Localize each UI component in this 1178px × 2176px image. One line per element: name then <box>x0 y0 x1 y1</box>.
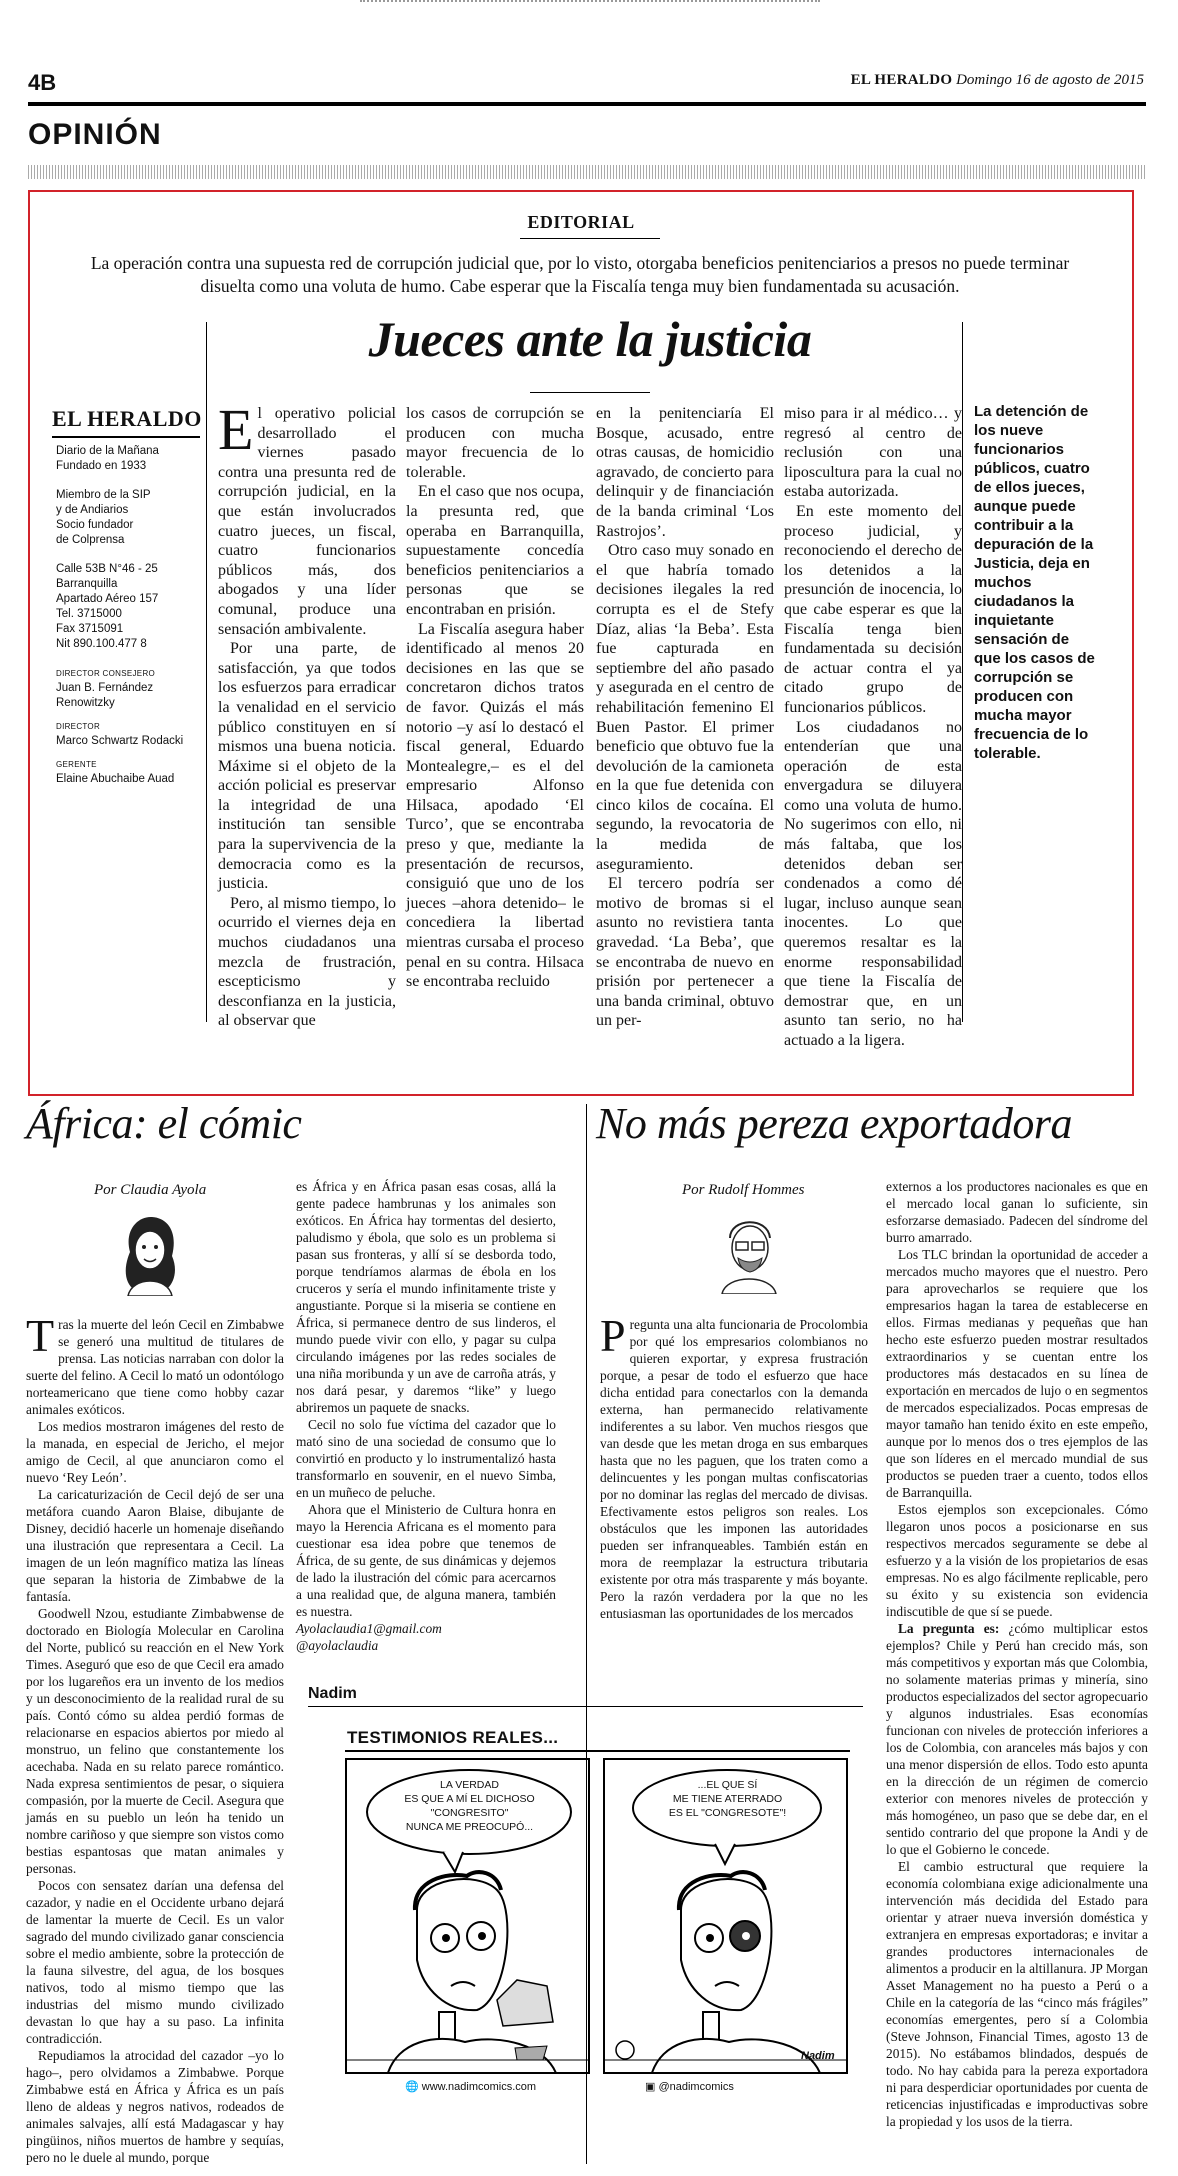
paragraph: Cecil no solo fue víctima del cazador que lo mató sino de una sociedad de consumo que lo convirtió en producto y lo instrumentalizó hasta transformarlo en souvenir, en el nuevo Simba, en un muñeco de peluche. <box>296 1417 556 1500</box>
paragraph: ras la muerte del león Cecil en Zimbabwe se generó una multitud de titulares de prensa. Las noticias narraban con dolor la suerte del felino. A Cecil lo mató un odontólogo norteamericano que tiene como hobby cazar animales exóticos. <box>26 1317 284 1417</box>
staff-line: Socio fundador <box>56 519 134 531</box>
paragraph: El tercero podría ser motivo de bromas si el asunto no revistiera tanta gravedad. ‘La Beba’, que se encontraba de nuevo en prisión por pertenecer a una banda criminal, obtuvo un per- <box>596 875 774 1030</box>
address-line: Fax 3715091 <box>56 623 124 635</box>
newspaper-name: EL HERALDO <box>850 72 953 88</box>
paragraph: Los TLC brindan la oportunidad de acceder a mercados mucho mayores que el nuestro. Pero para aprovecharlos se requiere que los empresarios hagan la tarea de establecerse en ellos. Firmas medianas y pequeñas que han hecho este esfuerzo pueden mostrar resultados extraordinarios y se cuentan entre los productores más destacados en su línea de exportación en mercados de lujo o en segmentos de mercados especializados. Pocas empresas de mayor tamaño han tenido éxito en este empeño, aunque por lo menos dos o tres ejemplos de las que son líderes en el mercado mundial de sus productos se pueden traer a cuento, todos ellos de Barranquilla. <box>886 1247 1148 1500</box>
drop-cap: P <box>600 1310 626 1361</box>
africa-byline: Por Claudia Ayola <box>94 1182 207 1198</box>
staff-line: Miembro de la SIP <box>56 489 151 501</box>
author-portrait <box>714 1208 784 1294</box>
staff-role: DIRECTOR <box>56 722 101 731</box>
staff-box-title: EL HERALDO <box>52 406 202 431</box>
paragraph: En este momento del proceso judicial, y reconociendo el derecho de los detenidos a la presunción de inocencia, lo que cabe esperar es que la Fiscalía tenga bien fundamentada su decisión de actuar contra el ya citado grupo de funcionarios públicos. <box>784 502 962 716</box>
paragraph: es África y en África pasan esas cosas, allá la gente padece hambrunas y los animales son exóticos. En África hay tormentas del desierto, paludismo y ébola, que solo es un problema si pasan sus fronteras, y allí sí se desborda todo, porque tendríamos alarmas de ébola en los cruceros y sería el mundo infinitamente triste y angustiante. Porque si la miseria se contiene en África, si permanece dentro de sus linderos, el mundo puede vivir con ello, y pagar su culpa circulando imágenes por las redes sociales de una niña moribunda y un ave de carroña atrás, y nos dará pesar, y daremos “like” y luego abriremos un paquete de snacks. <box>296 1179 556 1415</box>
editorial-column-3 <box>596 404 774 1031</box>
cartoon <box>345 1728 850 2098</box>
globe-icon: 🌐 <box>405 2081 419 2093</box>
editorial-summary: La operación contra una supuesta red de corrupción judicial que, por lo visto, otorgaba beneficios penitenciarios a presos no puede terminar disuelta como una voluta de humo. Cabe esperar que la Fiscalía tenga muy bien fundamentada su acusación. <box>90 253 1070 296</box>
paragraph: en la penitenciaría El Bosque, acusado, entre otras causas, de homicidio agravado, de concierto para delinquir y de financiación de la banda criminal ‘Los Rastrojos’. <box>596 405 774 540</box>
staff-line: Fundado en 1933 <box>56 460 147 472</box>
pereza-byline: Por Rudolf Hommes <box>682 1182 805 1198</box>
paragraph: miso para ir al médico… y regresó al centro de reclusión con una liposcultura para la cual no estaba autorizada. <box>784 405 962 501</box>
cartoon-panel-1 <box>345 1758 590 2074</box>
cartoon-label: Nadim <box>308 1685 357 1702</box>
cartoon-panel-2 <box>603 1758 848 2074</box>
portrait-rudolf-icon <box>714 1208 784 1294</box>
paragraph: ¿cómo multiplicar estos ejemplos? Chile y Perú han crecido más, son más competitivos y exportan más que Colombia, no solamente materias primas y minería, sino productos especializados del sector agropecuario y algunos industriales. Esas economías funcionan con niveles de protección inferiores a los de Colombia, con aranceles más bajos y con una menor dispersión de ellos. Todo esto apunta en la dirección de un régimen de comercio exterior con menores niveles de protección y más homogéneo, un paso que se debe dar, en el sentido contrario del que propone la Andi y de lo que el Gobierno le concede. <box>886 1621 1148 1857</box>
paragraph: Repudiamos la atrocidad del cazador –yo lo hago–, pero olvidamos a Zimbabwe. Porque Zimbabwe está en África y África es un país lleno de aldeas y negros nativos, rodeados de animales salvajes, allí está Madagascar y hay pingüinos, niños muertos de hambre y sequías, pero no le duele al mundo, porque <box>26 2048 284 2165</box>
staff-name: Marco Schwartz Rodacki <box>56 735 184 747</box>
paragraph: La caricaturización de Cecil dejó de ser una metáfora cuando Aaron Blaise, dibujante de Disney, decidió hacerle un homenaje diseñando una ilustración que representara a Cecil. La imagen de un león magnífico matiza las líneas que separan la historia de Zimbabwe de la fantasía. <box>26 1487 284 1604</box>
editorial-label: EDITORIAL <box>527 212 635 232</box>
paragraph: externos a los productores nacionales es que en el mercado local ganan lo suficiente, sin esforzarse demasiado. Padecen del síndrome del burro amarrado. <box>886 1179 1148 1245</box>
staff-line: de Colprensa <box>56 534 125 546</box>
paragraph: Los medios mostraron imágenes del resto de la manada, en especial de Jericho, el mejor amigo de Cecil, al que anunciaron como el nuevo ‘Rey León’. <box>26 1419 284 1485</box>
paragraph: Pero, al mismo tiempo, lo ocurrido el viernes deja en muchos ciudadanos una mezcla de frustración, escepticismo y desconfianza en la justicia, al observar que <box>218 894 396 1030</box>
top-dotted-line <box>360 0 820 4</box>
cartoon-header: TESTIMONIOS REALES... <box>347 1728 559 1747</box>
cartoon-header-rule <box>345 1750 850 1752</box>
author-portrait <box>118 1212 182 1296</box>
paragraph: Por una parte, de satisfacción, ya que todos los esfuerzos para erradicar la venalidad en el servicio público constituyen en sí mismos una buena noticia. Máxime si el objeto de la acción policial es preservar la integridad de una institución tan sensible para la supervivencia de la democracia como es la justicia. <box>218 640 396 893</box>
headline-rule <box>530 392 650 393</box>
issue-date: Domingo 16 de agosto de 2015 <box>956 72 1144 88</box>
editorial-label-rule <box>520 238 660 239</box>
address-line: Barranquilla <box>56 578 118 590</box>
africa-column-1 <box>26 1310 284 2166</box>
africa-column-2 <box>296 1178 556 1654</box>
staff-line: Diario de la Mañana <box>56 445 159 457</box>
paragraph: l operativo policial desarrollado el viernes pasado contra una presunta red de corrupción judicial, en la que están involucrados cuatro jueces, un fiscal, cuatro funcionarios públicos más, dos abogados y una líder comunal, produce una sensación ambivalente. <box>218 405 396 638</box>
staff-box-rule <box>52 436 200 438</box>
paragraph: Pocos con sensatez darían una defensa del cazador, y nadie en el Occidente urbano dejará de lamentar la muerte de Cecil. Es un valor sagrado del mundo civilizado ganar consciencia sobre el medio ambiente, sobre la protección de la fauna silvestre, del agua, de los bosques nativos, todo al mismo tiempo que las industrias del mismo mundo civilizado devastan lo que hay a su paso. La infinita contradicción. <box>26 1878 284 2046</box>
staff-role: GERENTE <box>56 760 97 769</box>
pereza-headline: No más pereza exportadora <box>596 1099 1072 1148</box>
editorial-headline: Jueces ante la justicia <box>368 311 812 367</box>
africa-headline: África: el cómic <box>26 1099 302 1148</box>
pereza-column-1 <box>600 1310 868 1622</box>
paragraph: La Fiscalía asegura haber identificado al menos 20 decisiones en las que se concretaron dichos tratos de favor. Quizás el más notorio –y así lo destacó el fiscal general, Eduardo Montealegre,– es el del empresario Alfonso Hilsaca, apodado ‘El Turco’, que se encontraba preso y que, mediante la presentación de recursos, consiguió que uno de los jueces –ahora detenido– le concediera la libertad mientras cursaba el proceso penal en su contra. Hilsaca se encontraba recluido <box>406 620 584 991</box>
speech-bubble-2: ...EL QUE SÍ ME TIENE ATERRADO ES EL "CONGRESOTE"! <box>668 1779 787 1819</box>
page-number: 4B <box>28 70 57 95</box>
cartoon-social[interactable]: ▣ @nadimcomics <box>645 2081 734 2093</box>
author-email[interactable]: Ayolaclaudia1@gmail.com <box>296 1621 442 1636</box>
paragraph: regunta una alta funcionaria de Procolombia por qué los empresarios colombianos no quieren exportar, y expresa frustración porque, a pesar de todo el esfuerzo que hace dicha entidad para conectarlos con la demanda externa, han permanecido relativamente indiferentes a su labor. Ven muchos riesgos que van desde que les metan droga en sus embarques hasta que no les paguen, que los traten como a delincuentes y les pongan multas confiscatorias por no dominar las reglas del mercado de divisas. Efectivamente estos peligros son reales. Los obstáculos que les imponen las autoridades pueden ser infranqueables. También están en mora de reemplazar la estructura tributaria existente por otra más trasparente y más boyante. Pero la razón verdadera por la que no les entusiasman las oportunidades de los mercados <box>600 1317 868 1621</box>
paragraph: Los ciudadanos no entenderían que una operación de esta envergadura se diluyera como una voluta de humo. No sugerimos con ello, ni más faltaba, que los detenidos deban ser condenados a como dé lugar, incluso aunque sean inocentes. Lo que queremos resaltar es la enorme responsabilidad que tiene la Fiscalía de demostrar que, en un asunto tan serio, no ha actuado a la ligera. <box>784 718 962 1049</box>
pereza-column-2 <box>886 1178 1148 2130</box>
social-icon: ▣ <box>645 2081 656 2093</box>
paragraph: En el caso que nos ocupa, la presunta red, que operaba en Barranquilla, supuestamente concedía beneficios penitenciarios a personas que se encontraban en prisión. <box>406 483 584 618</box>
address-line: Tel. 3715000 <box>56 608 122 620</box>
paragraph: Estos ejemplos son excepcionales. Cómo llegaron unos pocos a posicionarse en sus respectivos mercados seguramente se debe al esfuerzo y a la visión de los propietarios de esas empresas. No es algo fácilmente replicable, pero su éxito y su existencia son evidencia indiscutible de que sí se puede. <box>886 1502 1148 1619</box>
staff-name: Juan B. Fernández Renowitzky <box>56 682 154 709</box>
lead-in: La pregunta es: <box>898 1621 1000 1636</box>
paragraph: Otro caso muy sonado en el que habría tomado decisiones ilegales la red corrupta es el de Stefy Díaz, alias ‘la Beba’. Esta fue capturada en septiembre del año pasado y asegurada en el centro de rehabilitación femenino El Buen Pastor. El primer beneficio que obtuvo fue la devolución de la camioneta en la que fue detenida con cinco kilos de cocaína. El segundo, la revocatoria de la medida de aseguramiento. <box>596 542 774 873</box>
drop-cap: T <box>26 1310 55 1361</box>
masthead <box>851 72 1144 89</box>
header-rule <box>28 102 1146 106</box>
cartoon-signature: Nadim <box>801 2050 835 2062</box>
editorial-column-4 <box>784 404 962 1051</box>
paragraph: los casos de corrupción se producen con mucha mayor frecuencia de lo tolerable. <box>406 405 584 481</box>
speech-bubble-1: LA VERDAD ES QUE A MÍ EL DICHOSO "CONGRESITO" NUNCA ME PREOCUPÓ... <box>404 1779 535 1833</box>
address-line: Apartado Aéreo 157 <box>56 593 159 605</box>
address-line: Nit 890.100.477 8 <box>56 638 147 650</box>
section-title: OPINIÓN <box>28 118 162 151</box>
paragraph: Ahora que el Ministerio de Cultura honra en mayo la Herencia Africana es el momento para cuestionar esa idea pobre que tenemos de África, de su gente, de sus dinámicas y dejemos de lado la ilustración del cómic para acercarnos a una realidad que, de alguna manera, también es nuestra. <box>296 1502 556 1619</box>
staff-line: y de Andiarios <box>56 504 129 516</box>
cartoon-website[interactable]: 🌐 www.nadimcomics.com <box>405 2081 537 2093</box>
column-rule-right <box>962 322 963 1022</box>
editorial-column-1 <box>218 397 396 1031</box>
drop-cap: E <box>218 397 254 462</box>
author-twitter[interactable]: @ayolaclaudia <box>296 1638 379 1653</box>
column-rule-left <box>206 322 207 1022</box>
editorial-column-2 <box>406 404 584 992</box>
address-line: Calle 53B N°46 - 25 <box>56 563 158 575</box>
staff-box <box>56 444 206 801</box>
staff-role: DIRECTOR CONSEJERO <box>56 669 156 678</box>
paragraph: El cambio estructural que requiere la economía colombiana exige adicionalmente una intervención más decidida del Estado para orientar y atraer nueva inversión doméstica y extranjera en empresas exportadoras; e invitar a grandes productores internacionales de alimentos a producir en la altillanura. JP Morgan Asset Management no ha puesto a Perú o a Chile en la categoría de las “cinco más frágiles” economías emergentes, pero sí a Colombia (Steve Johnson, Financial Times, agosto 13 de 2015). No estábamos blindados, después de todo. No hay cabida para la pereza exportadora ni para desperdiciar oportunidades por cuenta de reticencias injustificadas e improductivas sobre la propiedad y los usos de la tierra. <box>886 1859 1148 2129</box>
paragraph: Goodwell Nzou, estudiante Zimbabwense de doctorado en Biología Molecular en Carolina del Norte, publicó su reacción en el New York Times. Aseguró que eso de que Cecil era amado por los lugareños era un invento de los medios y un desconocimiento de la realidad rural de su país. Contó cómo su aldea perdió formas de relacionarse en espacios abiertos por miedo al monstruo, un felino que constantemente los acechaba. Nada en su relato parece romántico. Nada expresa sentimientos de pesar, o siquiera compasión, por la muerte de Cecil. Asegura que jamás en su pueblo un león ha tenido un nombre cariñoso y que siempre son vistos como bestias espantosas que matan animales y personas. <box>26 1606 284 1876</box>
section-hatch-band <box>28 165 1146 179</box>
cartoon-rule <box>308 1706 863 1707</box>
portrait-claudia-icon <box>118 1212 182 1296</box>
staff-name: Elaine Abuchaibe Auad <box>56 773 175 785</box>
pull-quote: La detención de los nueve funcionarios públicos, cuatro de ellos jueces, aunque puede contribuir a la depuración de la Justicia, deja en muchos ciudadanos la inquietante sensación de que los casos de corrupción se producen con mucha mayor frecuencia de lo tolerable. <box>974 403 1095 762</box>
